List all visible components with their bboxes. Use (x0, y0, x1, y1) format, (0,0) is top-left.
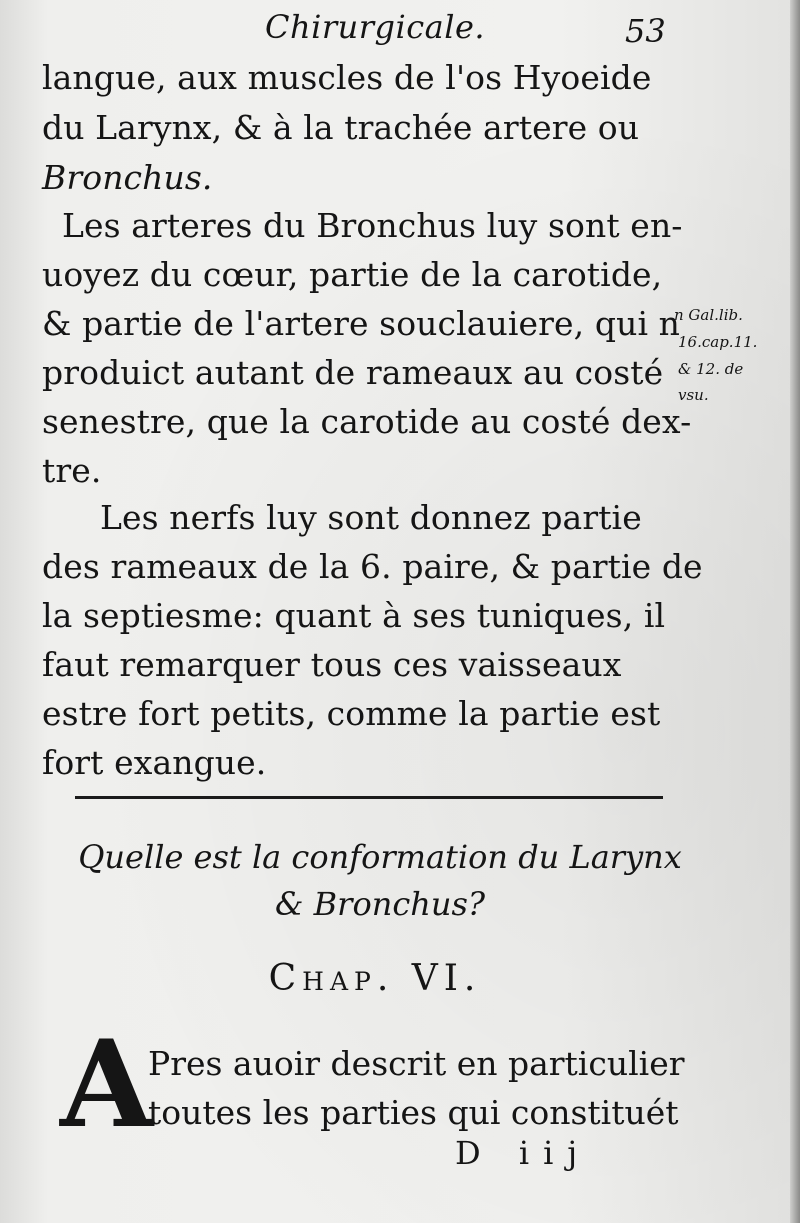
chapter-heading: Chap. VI. (268, 958, 482, 999)
margin-note-line: & 12. de (678, 360, 744, 378)
text-line: Les nerfs luy sont donnez partie (100, 498, 642, 537)
question-heading: Quelle est la conformation du Larynx (78, 838, 682, 876)
margin-note-line: vsu. (678, 386, 709, 404)
text-line: du Larynx, & à la trachée artere ou (42, 108, 640, 147)
text-line: uoyez du cœur, partie de la carotide, (42, 255, 663, 294)
running-title: Chirurgicale. (265, 8, 486, 46)
signature-mark: D iij (455, 1134, 592, 1172)
margin-note-line: 16.cap.11. (678, 333, 758, 351)
drop-cap: A (60, 1014, 154, 1155)
text-line: Les arteres du Bronchus luy sont en- (62, 206, 683, 245)
question-heading: & Bronchus? (274, 885, 486, 923)
text-line: la septiesme: quant à ses tuniques, il (42, 596, 666, 635)
text-line: estre fort petits, comme la partie est (42, 694, 661, 733)
text-line: fort exangue. (42, 743, 267, 782)
text-line: produict autant de rameaux au costé (42, 353, 664, 392)
text-line: & partie de l'artere souclauiere, qui n (42, 304, 681, 343)
text-line: senestre, que la carotide au costé dex- (42, 402, 692, 441)
text-line: des rameaux de la 6. paire, & partie de (42, 547, 703, 586)
text-line: toutes les parties qui constituét (148, 1093, 679, 1132)
page-edge (790, 0, 800, 1223)
text-line: faut remarquer tous ces vaisseaux (42, 645, 622, 684)
text-line: langue, aux muscles de l'os Hyoeide (42, 58, 652, 97)
margin-note-line: n Gal.lib. (674, 306, 743, 324)
page-number: 53 (625, 12, 666, 50)
text-line: tre. (42, 451, 102, 490)
section-rule (75, 796, 663, 799)
text-line: Bronchus. (42, 158, 213, 197)
text-line: Pres auoir descrit en particulier (148, 1044, 685, 1083)
